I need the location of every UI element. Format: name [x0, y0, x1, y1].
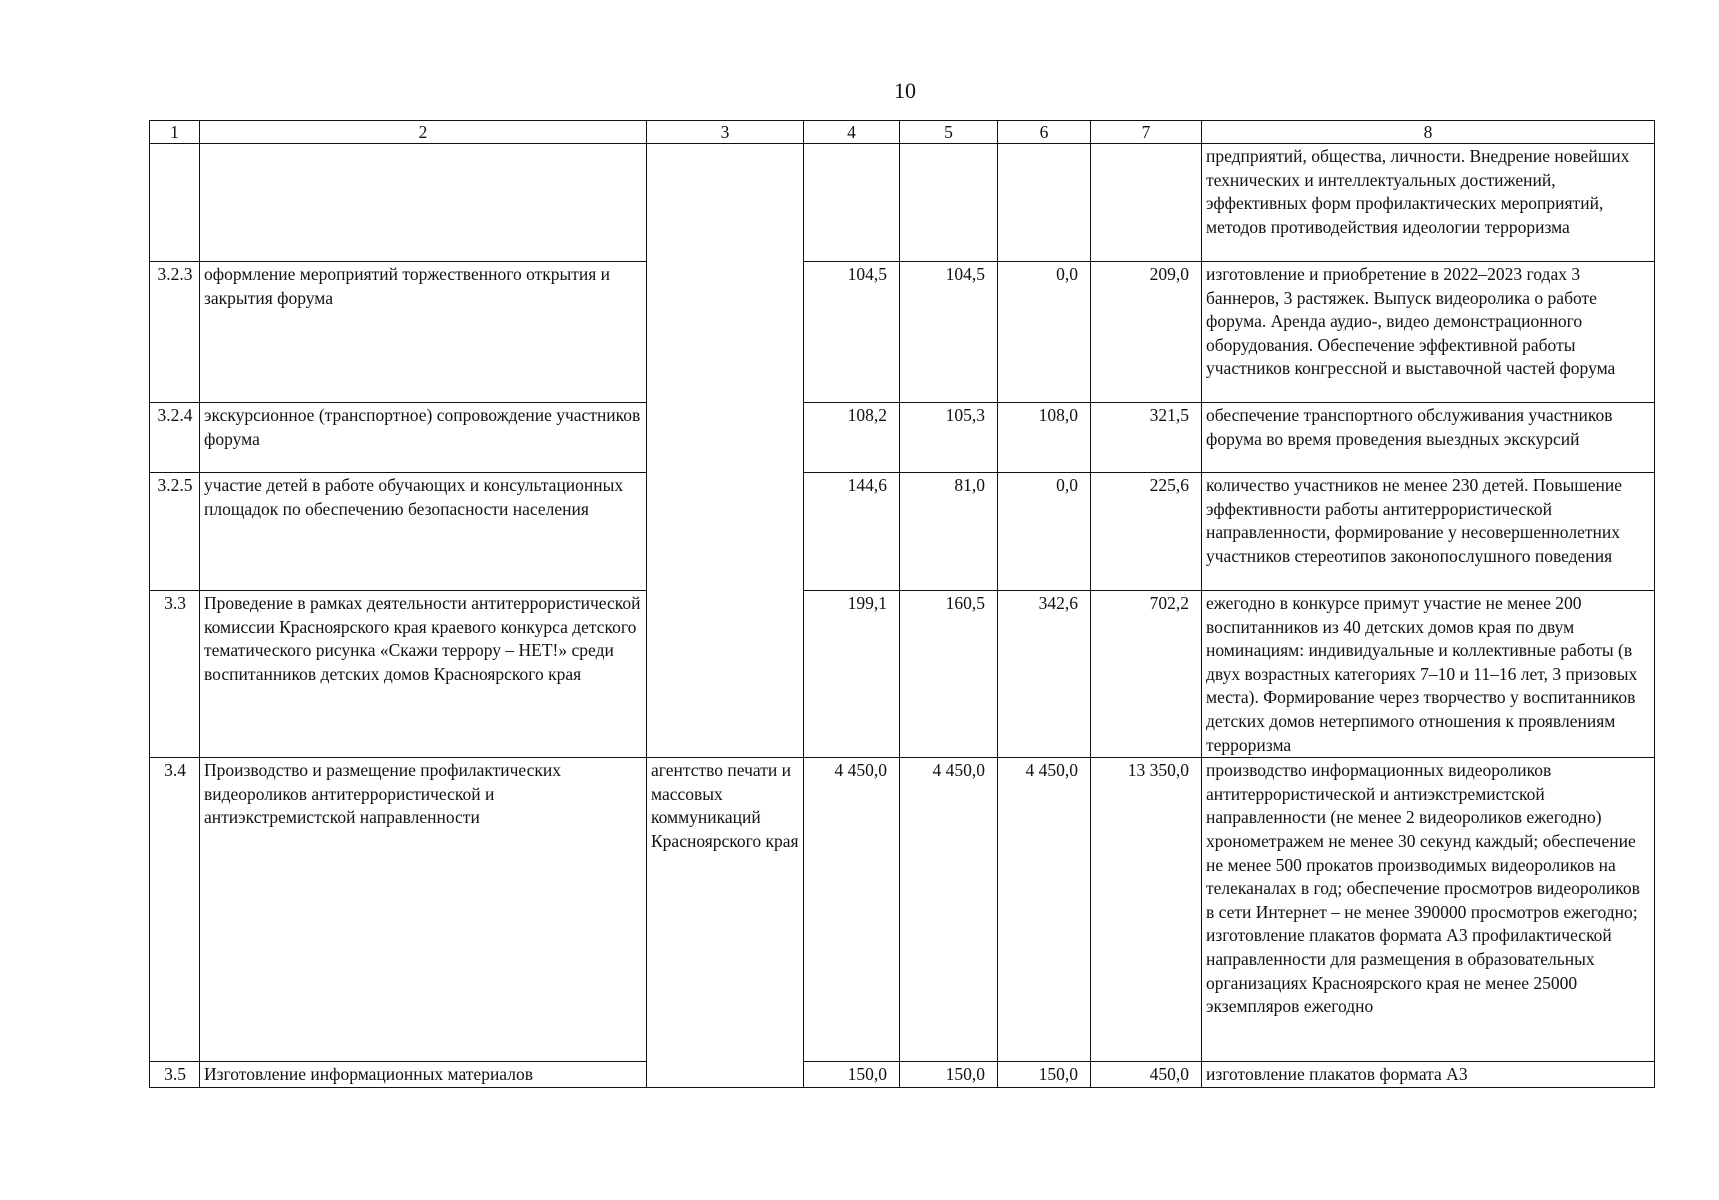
row-activity: участие детей в работе обучающих и консультационных площадок по обеспечению безопасности населения [200, 473, 647, 591]
row-value-col6: 0,0 [998, 473, 1091, 591]
row-value-col7 [1091, 144, 1202, 262]
table-row [150, 758, 1655, 1062]
row-number [150, 144, 200, 262]
row-value-col7: 13 350,0 [1091, 758, 1202, 1062]
row-value-col5: 105,3 [900, 403, 998, 473]
row-value-col6 [998, 144, 1091, 262]
column-header: 7 [1091, 121, 1202, 144]
table-row [150, 403, 1655, 473]
row-value-col5: 104,5 [900, 262, 998, 403]
row-value-col7: 702,2 [1091, 591, 1202, 758]
column-header: 4 [804, 121, 900, 144]
row-activity: Производство и размещение профилактических видеороликов антитеррористической и антиэкстремистской направленности [200, 758, 647, 1062]
row-value-col6: 0,0 [998, 262, 1091, 403]
row-result: обеспечение транспортного обслуживания участников форума во время проведения выездных экскурсий [1202, 403, 1655, 473]
row-value-col7: 225,6 [1091, 473, 1202, 591]
row-value-col5: 81,0 [900, 473, 998, 591]
column-header: 6 [998, 121, 1091, 144]
column-header: 2 [200, 121, 647, 144]
row-value-col4: 108,2 [804, 403, 900, 473]
row-value-col4: 199,1 [804, 591, 900, 758]
column-header: 3 [647, 121, 804, 144]
row-value-col7: 209,0 [1091, 262, 1202, 403]
row-activity: оформление мероприятий торжественного открытия и закрытия форума [200, 262, 647, 403]
row-value-col6: 150,0 [998, 1062, 1091, 1088]
row-number: 3.2.4 [150, 403, 200, 473]
row-value-col6: 108,0 [998, 403, 1091, 473]
row-value-col4: 4 450,0 [804, 758, 900, 1062]
row-activity: экскурсионное (транспортное) сопровождение участников форума [200, 403, 647, 473]
column-header: 5 [900, 121, 998, 144]
row-result: изготовление плакатов формата А3 [1202, 1062, 1655, 1088]
row-agency: агентство печати и массовых коммуникаций Красноярского края [647, 758, 804, 1088]
table-row [150, 144, 1655, 262]
row-value-col6: 4 450,0 [998, 758, 1091, 1062]
table-row [150, 591, 1655, 758]
row-number: 3.2.5 [150, 473, 200, 591]
row-activity: Изготовление информационных материалов [200, 1062, 647, 1088]
row-activity: Проведение в рамках деятельности антитеррористической комиссии Красноярского края краевого конкурса детского тематического рисунка «Скажи террору – НЕТ!» среди воспитанников детских домов Красноярского края [200, 591, 647, 758]
row-value-col4: 144,6 [804, 473, 900, 591]
row-result: предприятий, общества, личности. Внедрение новейших технических и интеллектуальных достижений, эффективных форм профилактических мероприятий, методов противодействия идеологии терроризма [1202, 144, 1655, 262]
table-row [150, 262, 1655, 403]
row-result: изготовление и приобретение в 2022–2023 годах 3 баннеров, 3 растяжек. Выпуск видеоролика о работе форума. Аренда аудио-, видео демонстрационного оборудования. Обеспечение эффективной работы участников конгрессной и выставочной частей форума [1202, 262, 1655, 403]
row-value-col5 [900, 144, 998, 262]
row-value-col4 [804, 144, 900, 262]
row-number: 3.5 [150, 1062, 200, 1088]
table-row [150, 473, 1655, 591]
row-number: 3.3 [150, 591, 200, 758]
column-header: 1 [150, 121, 200, 144]
row-activity [200, 144, 647, 262]
row-value-col5: 150,0 [900, 1062, 998, 1088]
program-table [149, 120, 1655, 1088]
table-row [150, 1062, 1655, 1088]
row-value-col6: 342,6 [998, 591, 1091, 758]
row-value-col4: 104,5 [804, 262, 900, 403]
row-value-col7: 450,0 [1091, 1062, 1202, 1088]
row-result: ежегодно в конкурсе примут участие не менее 200 воспитанников из 40 детских домов края по двум номинациям: индивидуальные и коллективные работы (в двух возрастных категориях 7–10 и 11–16 лет, 3 призовых места). Формирование через творчество у воспитанников детских домов нетерпимого отношения к проявлениям терроризма [1202, 591, 1655, 758]
row-value-col7: 321,5 [1091, 403, 1202, 473]
row-value-col4: 150,0 [804, 1062, 900, 1088]
row-value-col5: 4 450,0 [900, 758, 998, 1062]
row-agency [647, 144, 804, 758]
row-number: 3.2.3 [150, 262, 200, 403]
column-header: 8 [1202, 121, 1655, 144]
column-numbers-row [150, 121, 1655, 144]
row-result: количество участников не менее 230 детей. Повышение эффективности работы антитеррористической направленности, формирование у несовершеннолетних участников стереотипов законопослушного поведения [1202, 473, 1655, 591]
row-number: 3.4 [150, 758, 200, 1062]
row-value-col5: 160,5 [900, 591, 998, 758]
page-number: 10 [894, 78, 916, 103]
row-result: производство информационных видеороликов антитеррористической и антиэкстремистской направленности (не менее 2 видеороликов ежегодно) хронометражем не менее 30 секунд каждый; обеспечение не менее 500 прокатов производимых видеороликов на телеканалах в год; обеспечение просмотров видеороликов в сети Интернет – не менее 390000 просмотров ежегодно; изготовление плакатов формата А3 профилактической направленности для размещения в образовательных организациях Красноярского края не менее 25000 экземпляров ежегодно [1202, 758, 1655, 1062]
